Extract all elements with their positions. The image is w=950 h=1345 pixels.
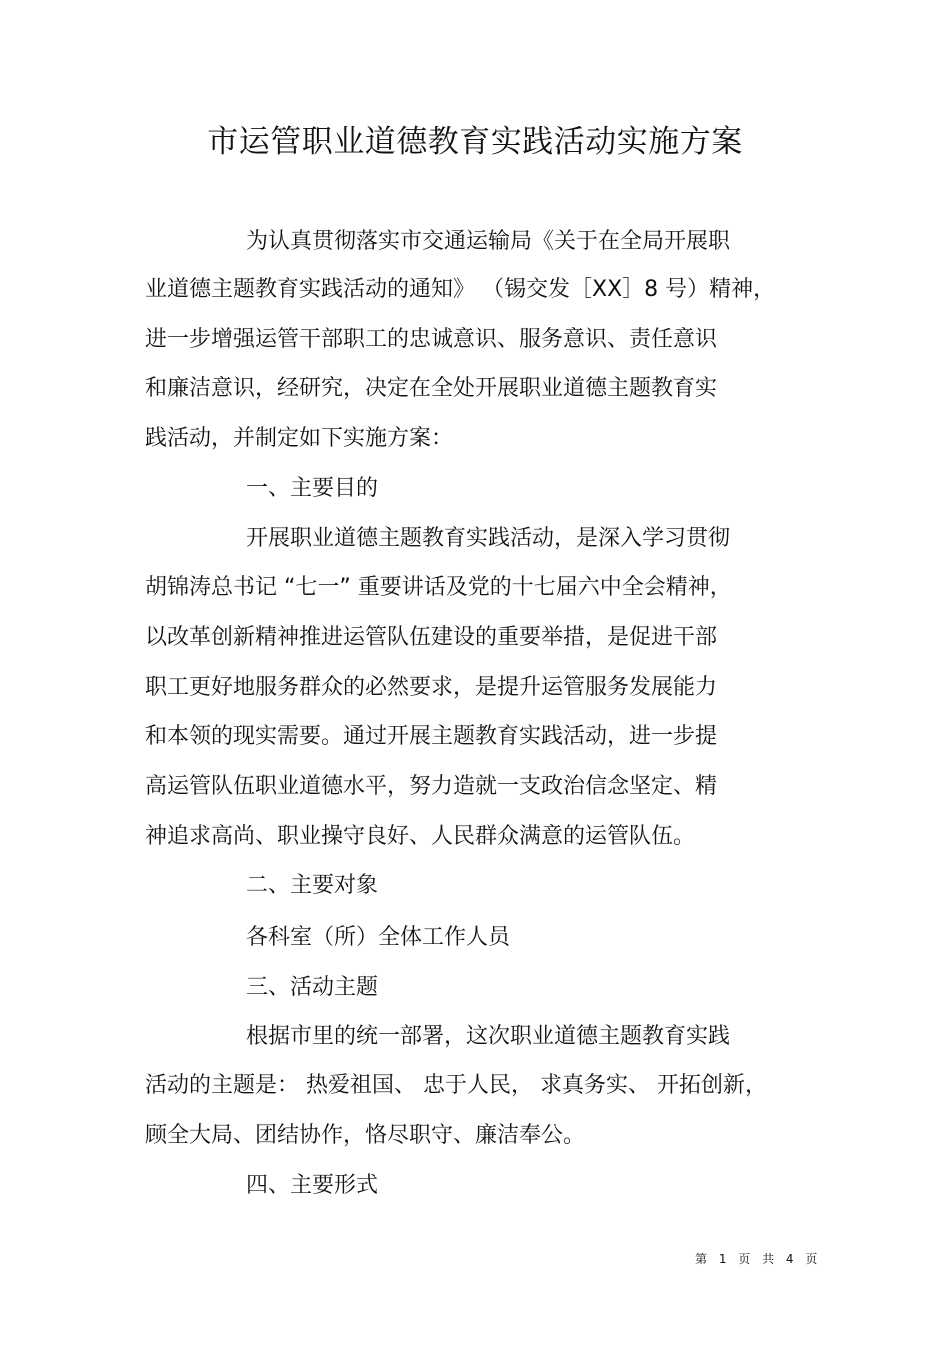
- paragraph-line: 各科室（所）全体工作人员: [246, 925, 511, 950]
- paragraph-line: 职工更好地服务群众的必然要求，是提升运管服务发展能力: [145, 675, 718, 700]
- paragraph-line: 活动的主题是： 热爱祖国、 忠于人民， 求真务实、 开拓创新，: [145, 1073, 767, 1098]
- paragraph-line: 开展职业道德主题教育实践活动，是深入学习贯彻: [246, 526, 731, 551]
- paragraph-line: 和廉洁意识，经研究，决定在全处开展职业道德主题教育实: [145, 376, 718, 401]
- paragraph-line: 为认真贯彻落实市交通运输局《关于在全局开展职: [246, 229, 731, 254]
- paragraph-line: 神追求高尚、职业操守良好、人民群众满意的运管队伍。: [145, 824, 696, 849]
- page-number-footer: 第 1 页 共 4 页: [695, 1252, 822, 1266]
- paragraph-line: 根据市里的统一部署，这次职业道德主题教育实践: [246, 1024, 731, 1049]
- section-heading: 二、主要对象: [246, 873, 379, 898]
- section-heading: 三、活动主题: [246, 975, 379, 1000]
- paragraph-line: 以改革创新精神推进运管队伍建设的重要举措，是促进干部: [145, 625, 718, 650]
- section-heading: 一、主要目的: [246, 476, 379, 501]
- paragraph-line: 高运管队伍职业道德水平，努力造就一支政治信念坚定、精: [145, 774, 718, 799]
- paragraph-line: 进一步增强运管干部职工的忠诚意识、服务意识、责任意识: [145, 327, 718, 352]
- paragraph-line: 业道德主题教育实践活动的通知》 （锡交发［XX］8 号）精神，: [145, 277, 776, 302]
- paragraph-line: 和本领的现实需要。通过开展主题教育实践活动，进一步提: [145, 724, 718, 749]
- paragraph-line: 胡锦涛总书记 “七一” 重要讲话及党的十七届六中全会精神，: [145, 575, 732, 600]
- paragraph-line: 践活动，并制定如下实施方案：: [145, 426, 454, 451]
- section-heading: 四、主要形式: [246, 1173, 379, 1198]
- document-title: 市运管职业道德教育实践活动实施方案: [207, 124, 743, 160]
- paragraph-line: 顾全大局、团结协作，恪尽职守、廉洁奉公。: [145, 1123, 586, 1148]
